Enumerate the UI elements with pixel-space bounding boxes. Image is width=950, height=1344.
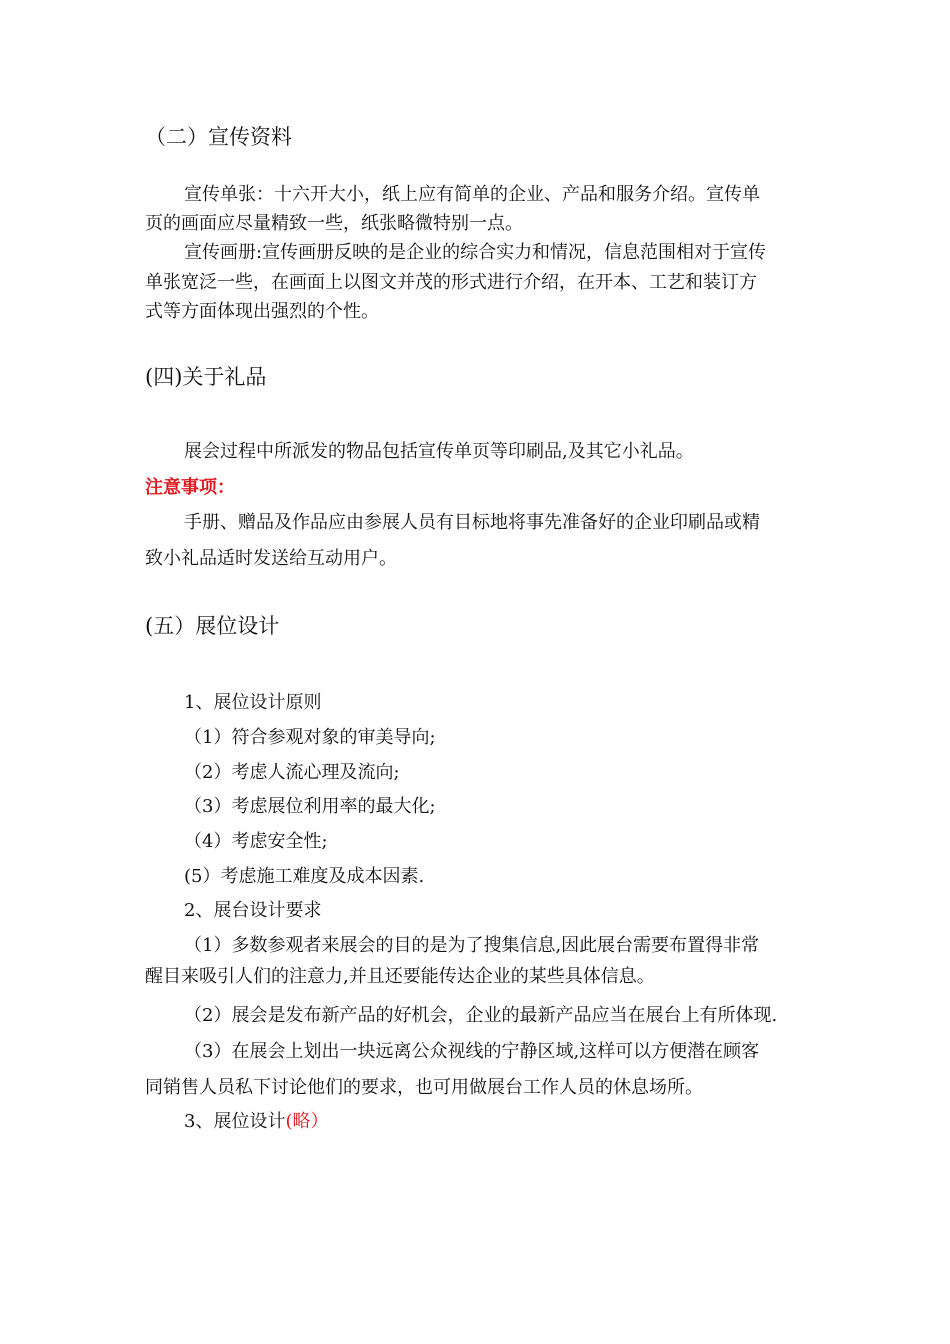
section-heading-booth-design: (五）展位设计 (145, 614, 280, 638)
omitted-note: (略） (285, 1111, 329, 1132)
list-item-label: 3、展位设计 (184, 1111, 286, 1132)
paragraph-line: 致小礼品适时发送给互动用户。 (145, 548, 397, 569)
paragraph-line: 式等方面体现出强烈的个性。 (145, 301, 379, 322)
list-item-booth-design (184, 1111, 328, 1133)
list-item: （2）考虑人流心理及流向; (184, 762, 400, 783)
note-label: 注意事项： (145, 477, 235, 498)
list-item: （1）符合参观对象的审美导向; (184, 727, 436, 748)
list-item: 1、展位设计原则 (184, 692, 322, 713)
section-heading-promo-materials: （二）宣传资料 (145, 125, 292, 149)
list-item: （3）考虑展位利用率的最大化; (184, 796, 436, 817)
paragraph-line: 醒目来吸引人们的注意力,并且还要能传达企业的某些具体信息。 (145, 966, 655, 987)
list-item: 2、展台设计要求 (184, 900, 322, 921)
paragraph-line: （3）在展会上划出一块远离公众视线的宁静区域,这样可以方便潜在顾客 (184, 1041, 760, 1062)
paragraph-line: 展会过程中所派发的物品包括宣传单页等印刷品,及其它小礼品。 (184, 441, 694, 462)
section-heading-gifts: (四)关于礼品 (145, 365, 267, 389)
paragraph-line: 手册、赠品及作品应由参展人员有目标地将事先准备好的企业印刷品或精 (184, 512, 760, 533)
paragraph-line: （2）展会是发布新产品的好机会，企业的最新产品应当在展台上有所体现. (184, 1005, 778, 1026)
paragraph-line: （1）多数参观者来展会的目的是为了搜集信息,因此展台需要布置得非常 (184, 935, 760, 956)
paragraph-line: 同销售人员私下讨论他们的要求，也可用做展台工作人员的休息场所。 (145, 1077, 703, 1098)
paragraph-line: 页的画面应尽量精致一些，纸张略微特别一点。 (145, 213, 523, 234)
list-item: （4）考虑安全性; (184, 831, 328, 852)
paragraph-line: 宣传画册:宣传画册反映的是企业的综合实力和情况，信息范围相对于宣传 (184, 242, 767, 263)
paragraph-line: 宣传单张：十六开大小，纸上应有简单的企业、产品和服务介绍。宣传单 (184, 184, 760, 205)
paragraph-line: 单张宽泛一些，在画面上以图文并茂的形式进行介绍，在开本、工艺和装订方 (145, 272, 757, 293)
list-item: (5）考虑施工难度及成本因素. (184, 866, 425, 887)
